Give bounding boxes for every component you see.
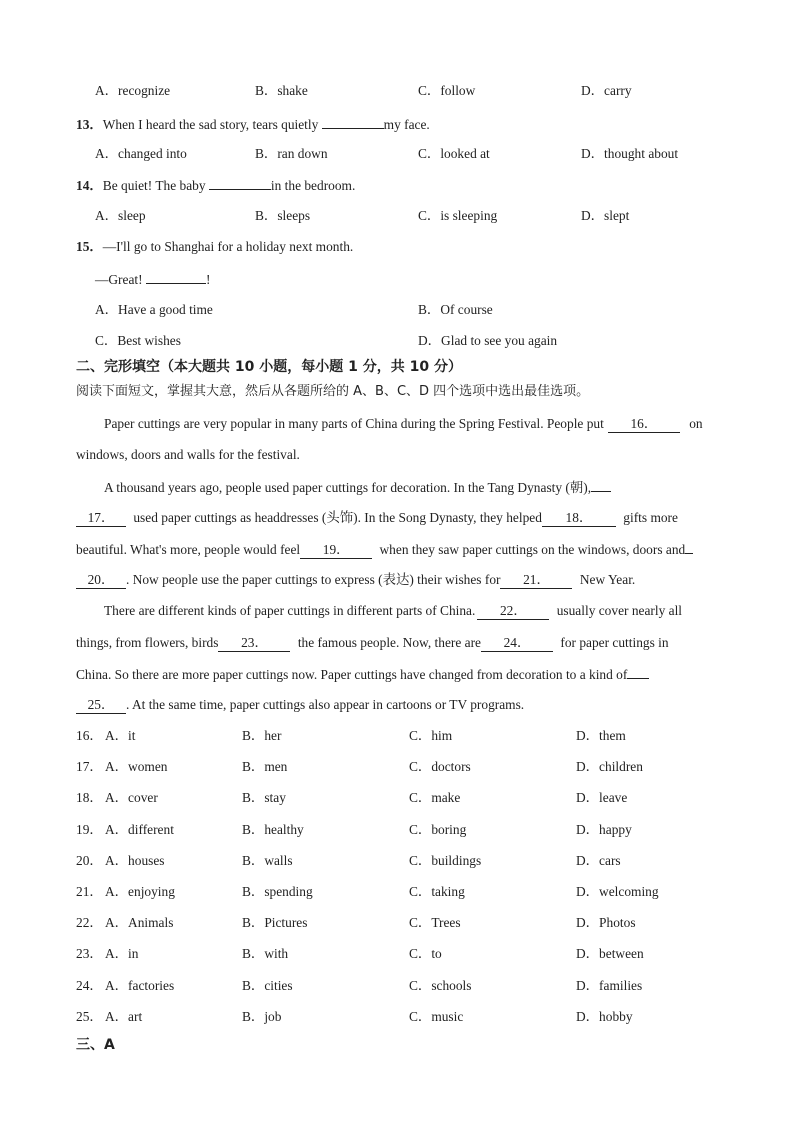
passage-line: windows, doors and walls for the festival.	[76, 447, 300, 462]
cloze-option-d: D．Photos	[576, 915, 636, 931]
blank-line	[627, 665, 649, 679]
passage-line	[76, 571, 635, 589]
cloze-option-c: C．music	[409, 1008, 464, 1024]
cloze-option-d: D．cars	[576, 852, 621, 868]
cloze-option-a: A．Animals	[105, 915, 174, 931]
cloze-option-b: B．with	[242, 946, 289, 962]
cloze-option-a: A．women	[105, 759, 168, 775]
cloze-option-d: D．happy	[576, 821, 632, 837]
answer-blank	[209, 176, 271, 190]
question-text: —Great!	[95, 272, 146, 287]
cloze-option-c: C．him	[409, 728, 453, 743]
question-text: !	[205, 272, 211, 287]
q14-option-a: A．sleep	[95, 208, 146, 223]
cloze-option-b: B．cities	[242, 977, 293, 993]
cloze-option-d: D．welcoming	[576, 884, 659, 899]
cloze-question-number: 25．	[76, 1008, 103, 1024]
passage-text: used paper cuttings as headdresses (头饰). In the Song Dynasty, they helped	[133, 510, 542, 525]
cloze-option-c: C．schools	[409, 977, 472, 993]
cloze-option-d: D．hobby	[576, 1008, 633, 1024]
cloze-question-number: 16．	[76, 728, 103, 743]
passage-line	[104, 478, 611, 497]
question-number: 14．	[76, 178, 103, 193]
cloze-blank-20: 20．	[76, 572, 126, 589]
passage-text: A thousand years ago, people used paper cuttings for decoration. In the Tang Dynasty (朝),	[104, 480, 592, 495]
q12-option-a: A．recognize	[95, 83, 171, 98]
passage-text: when they saw paper cuttings on the windows, doors and	[379, 542, 686, 557]
passage-text: usually cover nearly all	[556, 603, 683, 618]
question-text: in the bedroom.	[270, 178, 356, 193]
cloze-question-number: 21．	[76, 884, 103, 899]
cloze-question-number: 17．	[76, 759, 103, 775]
question-text: Be quiet! The baby	[102, 178, 209, 193]
q14-option-b: B．sleeps	[255, 208, 311, 223]
cloze-option-a: A．houses	[105, 852, 165, 868]
cloze-blank-22: 22．	[477, 603, 549, 620]
cloze-option-b: B．walls	[242, 852, 293, 868]
q12-option-d: D．carry	[581, 83, 632, 98]
cloze-option-b: B．Pictures	[242, 915, 308, 931]
cloze-option-c: C．taking	[409, 884, 465, 899]
question-15	[76, 238, 353, 256]
section-heading: 二、完形填空（本大题共 10 小题，每小题 1 分，共 10 分）	[76, 359, 462, 375]
q15-option-c: C．Best wishes	[95, 333, 181, 348]
cloze-blank-17: 17．	[76, 510, 126, 527]
question-15-reply	[95, 270, 210, 289]
passage-line	[104, 602, 682, 620]
cloze-option-d: D．children	[576, 759, 643, 775]
cloze-option-b: B．job	[242, 1008, 282, 1024]
passage-line	[76, 696, 524, 714]
question-number: 13．	[76, 117, 103, 132]
cloze-question-number: 19．	[76, 821, 103, 837]
passage-text: . Now people use the paper cuttings to express (表达) their wishes for	[126, 572, 501, 587]
cloze-blank-19: 19．	[300, 542, 372, 559]
passage-line	[76, 509, 678, 527]
cloze-option-b: B．healthy	[242, 821, 304, 837]
passage-text: There are different kinds of paper cuttings in different parts of China.	[104, 603, 476, 618]
cloze-option-a: A．enjoying	[105, 884, 175, 899]
question-text: When I heard the sad story, tears quietly	[102, 117, 322, 132]
passage-text: Paper cuttings are very popular in many parts of China during the Spring Festival. People put	[104, 416, 604, 431]
cloze-option-c: C．Trees	[409, 915, 461, 931]
cloze-blank-25: 25．	[76, 697, 126, 714]
cloze-question-number: 24．	[76, 977, 103, 993]
section-instruction: 阅读下面短文，掌握其大意，然后从各题所给的 A、B、C、D 四个选项中选出最佳选项。	[76, 384, 590, 399]
passage-text: the famous people. Now, there are	[297, 635, 481, 650]
passage-text: for paper cuttings in	[560, 635, 669, 650]
cloze-option-a: A．in	[105, 946, 139, 962]
q12-option-c: C．follow	[418, 83, 476, 98]
cloze-option-c: C．make	[409, 790, 461, 806]
q13-option-a: A．changed into	[95, 146, 187, 161]
passage-line	[76, 634, 669, 652]
cloze-option-d: D．leave	[576, 790, 628, 806]
passage-line	[76, 540, 693, 559]
cloze-option-b: B．men	[242, 759, 288, 775]
cloze-option-a: A．it	[105, 728, 136, 743]
q13-option-c: C．looked at	[418, 146, 490, 161]
answer-blank	[146, 270, 206, 284]
cloze-blank-23: 23．	[218, 635, 290, 652]
cloze-question-number: 22．	[76, 915, 103, 931]
cloze-option-d: D．families	[576, 977, 643, 993]
cloze-option-a: A．cover	[105, 790, 158, 806]
q13-option-b: B．ran down	[255, 146, 328, 161]
answer-blank	[322, 115, 384, 129]
cloze-option-a: A．factories	[105, 977, 175, 993]
passage-line	[76, 665, 649, 684]
q15-option-d: D．Glad to see you again	[418, 333, 558, 348]
cloze-option-a: A．art	[105, 1008, 143, 1024]
cloze-blank-21: 21．	[500, 572, 572, 589]
blank-line	[685, 540, 693, 554]
q15-option-b: B．Of course	[418, 302, 493, 317]
passage-text: on	[689, 416, 703, 431]
question-text: my face.	[383, 117, 430, 132]
cloze-option-d: D．between	[576, 946, 644, 962]
passage-line	[104, 415, 703, 433]
cloze-option-c: C．to	[409, 946, 442, 962]
q15-option-a: A．Have a good time	[95, 302, 213, 317]
cloze-question-number: 23．	[76, 946, 103, 962]
passage-text: beautiful. What's more, people would feel	[76, 542, 301, 557]
cloze-option-c: C．doctors	[409, 759, 471, 775]
cloze-option-c: C．boring	[409, 821, 467, 837]
cloze-option-b: B．spending	[242, 884, 313, 899]
cloze-option-d: D．them	[576, 728, 626, 743]
cloze-option-b: B．her	[242, 728, 282, 743]
cloze-option-b: B．stay	[242, 790, 286, 806]
q14-option-d: D．slept	[581, 208, 630, 223]
cloze-option-c: C．buildings	[409, 852, 482, 868]
cloze-question-number: 20．	[76, 852, 103, 868]
question-text: —I'll go to Shanghai for a holiday next month.	[102, 239, 354, 254]
q13-option-d: D．thought about	[581, 146, 679, 161]
cloze-blank-16: 16．	[608, 416, 680, 433]
q12-option-b: B．shake	[255, 83, 308, 98]
q14-option-c: C．is sleeping	[418, 208, 498, 223]
passage-text: . At the same time, paper cuttings also appear in cartoons or TV programs.	[126, 697, 525, 712]
section-heading: 三、A	[76, 1037, 115, 1053]
cloze-blank-24: 24．	[481, 635, 553, 652]
passage-text: gifts more	[623, 510, 678, 525]
cloze-option-a: A．different	[105, 821, 174, 837]
question-14	[76, 176, 355, 195]
passage-text: things, from flowers, birds	[76, 635, 219, 650]
cloze-blank-18: 18．	[542, 510, 616, 527]
passage-text: China. So there are more paper cuttings now. Paper cuttings have changed from decoration to a kind of	[76, 667, 628, 682]
passage-text: New Year.	[579, 572, 636, 587]
question-13	[76, 115, 430, 134]
cloze-question-number: 18．	[76, 790, 103, 806]
question-number: 15．	[76, 239, 103, 254]
blank-line	[591, 478, 611, 492]
